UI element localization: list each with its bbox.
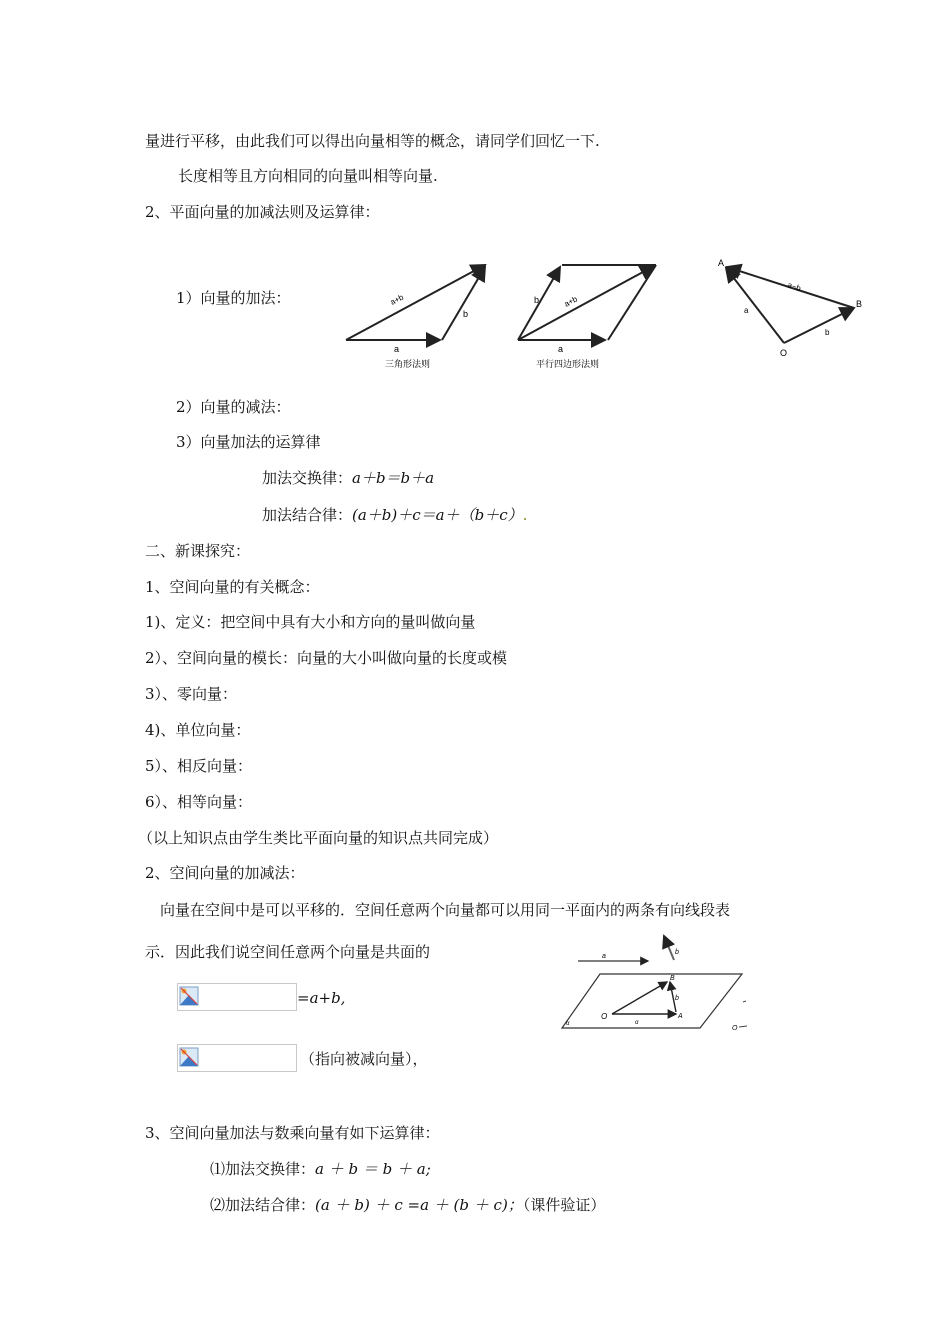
subtraction-label: 2）向量的减法： xyxy=(176,398,291,416)
label-b: b xyxy=(825,328,830,337)
space-add-heading: 2、空间向量的加减法： xyxy=(145,864,305,882)
law-1 xyxy=(210,1159,431,1179)
vector-b-arrow xyxy=(442,267,485,340)
laws-label: 3）向量加法的运算律 xyxy=(176,433,321,451)
associative-label: 加法结合律： xyxy=(262,506,353,524)
plane-heading: 2、平面向量的加减法则及运算律： xyxy=(145,203,380,221)
addition-label: 1）向量的加法： xyxy=(176,289,291,307)
law-2 xyxy=(210,1195,605,1215)
side-mark-1 xyxy=(739,1026,747,1027)
definition-2: 2）、空间向量的模长：向量的大小叫做向量的长度或模 xyxy=(145,649,508,667)
definition-1: 1)、定义：把空间中具有大小和方向的量叫做向量 xyxy=(145,613,476,631)
difference-figure xyxy=(712,255,872,363)
label-a-top: a xyxy=(602,953,606,960)
law-2-formula: (a ＋ b) ＋ c =a ＋ (b ＋ c)； xyxy=(315,1196,523,1214)
side-mark-2 xyxy=(743,1001,746,1002)
commutative-formula: a＋b＝b＋a xyxy=(352,469,435,487)
point-A: A xyxy=(718,258,725,268)
vector-b-arrow xyxy=(784,308,854,343)
space-add-para-1: 向量在空间中是可以平移的．空间任意两个向量都可以用同一平面内的两条有向线段表 xyxy=(160,901,731,919)
broken-image-icon xyxy=(179,986,199,1006)
associative-end: . xyxy=(522,506,528,524)
law-1-label: ⑴加法交换律： xyxy=(210,1160,316,1178)
associative-law xyxy=(262,505,527,525)
broken-image-icon xyxy=(179,1047,199,1067)
formula-sub-text: （指向被减向量）， xyxy=(300,1050,428,1068)
label-diff: a−b xyxy=(786,280,803,294)
definition-6: 6）、相等向量： xyxy=(145,793,253,811)
new-lesson-heading: 二、新课探究： xyxy=(145,542,251,560)
formula-image-sub xyxy=(177,1044,297,1072)
associative-formula: (a＋b)＋c＝a＋（b＋c） xyxy=(352,506,523,524)
label-sum: a+b xyxy=(562,294,579,309)
label-O: O xyxy=(601,1012,608,1021)
intro-line-2: 长度相等且方向相同的向量叫相等向量. xyxy=(178,167,438,185)
law-2-note: （课件验证） xyxy=(522,1196,606,1214)
vector-sum-plane xyxy=(612,982,667,1014)
formula-image-add xyxy=(177,983,297,1011)
label-a: a xyxy=(744,306,749,315)
triangle-caption: 三角形法则 xyxy=(385,359,431,369)
label-b-mid: b xyxy=(675,995,679,1002)
space-add-para-2: 示．因此我们说空间任意两个向量是共面的 xyxy=(145,943,431,961)
plane-parallelogram xyxy=(562,974,742,1028)
point-B: B xyxy=(856,299,863,309)
side-label-O: O xyxy=(732,1025,738,1032)
point-O: O xyxy=(780,348,788,358)
parallelogram-caption: 平行四边形法则 xyxy=(536,359,600,369)
definition-4: 4)、单位向量： xyxy=(145,721,251,739)
space-vector-figure xyxy=(558,932,754,1036)
label-plane: α xyxy=(566,1021,570,1027)
definition-3: 3）、零向量： xyxy=(145,685,238,703)
laws-heading: 3、空间向量加法与数乘向量有如下运算律： xyxy=(145,1124,440,1142)
vector-a-arrow xyxy=(726,268,784,343)
vector-b-top xyxy=(664,936,674,960)
label-b: b xyxy=(534,295,540,305)
label-b: b xyxy=(463,309,469,319)
triangle-rule-figure xyxy=(340,255,500,373)
intro-line-1: 量进行平移，由此我们可以得出向量相等的概念，请同学们回忆一下. xyxy=(145,132,600,150)
parallelogram-rule-figure xyxy=(512,255,662,373)
law-1-formula: a ＋ b ＝ b ＋ a; xyxy=(315,1160,431,1178)
commutative-law xyxy=(262,468,434,488)
label-A: A xyxy=(678,1013,683,1020)
label-B: B xyxy=(670,975,675,982)
law-2-label: ⑵加法结合律： xyxy=(210,1196,316,1214)
label-sum: a+b xyxy=(388,292,406,307)
commutative-label: 加法交换律： xyxy=(262,469,353,487)
label-a: a xyxy=(558,344,564,354)
label-b-top: b xyxy=(675,949,679,956)
label-a: a xyxy=(394,344,400,354)
concepts-heading: 1、空间向量的有关概念： xyxy=(145,578,320,596)
formula-add-text: =a+b, xyxy=(297,989,346,1007)
label-alpha-vector: α xyxy=(635,1020,639,1026)
note-line: （以上知识点由学生类比平面向量的知识点共同完成） xyxy=(138,829,499,847)
right-side xyxy=(608,265,656,340)
definition-5: 5）、相反向量： xyxy=(145,757,253,775)
